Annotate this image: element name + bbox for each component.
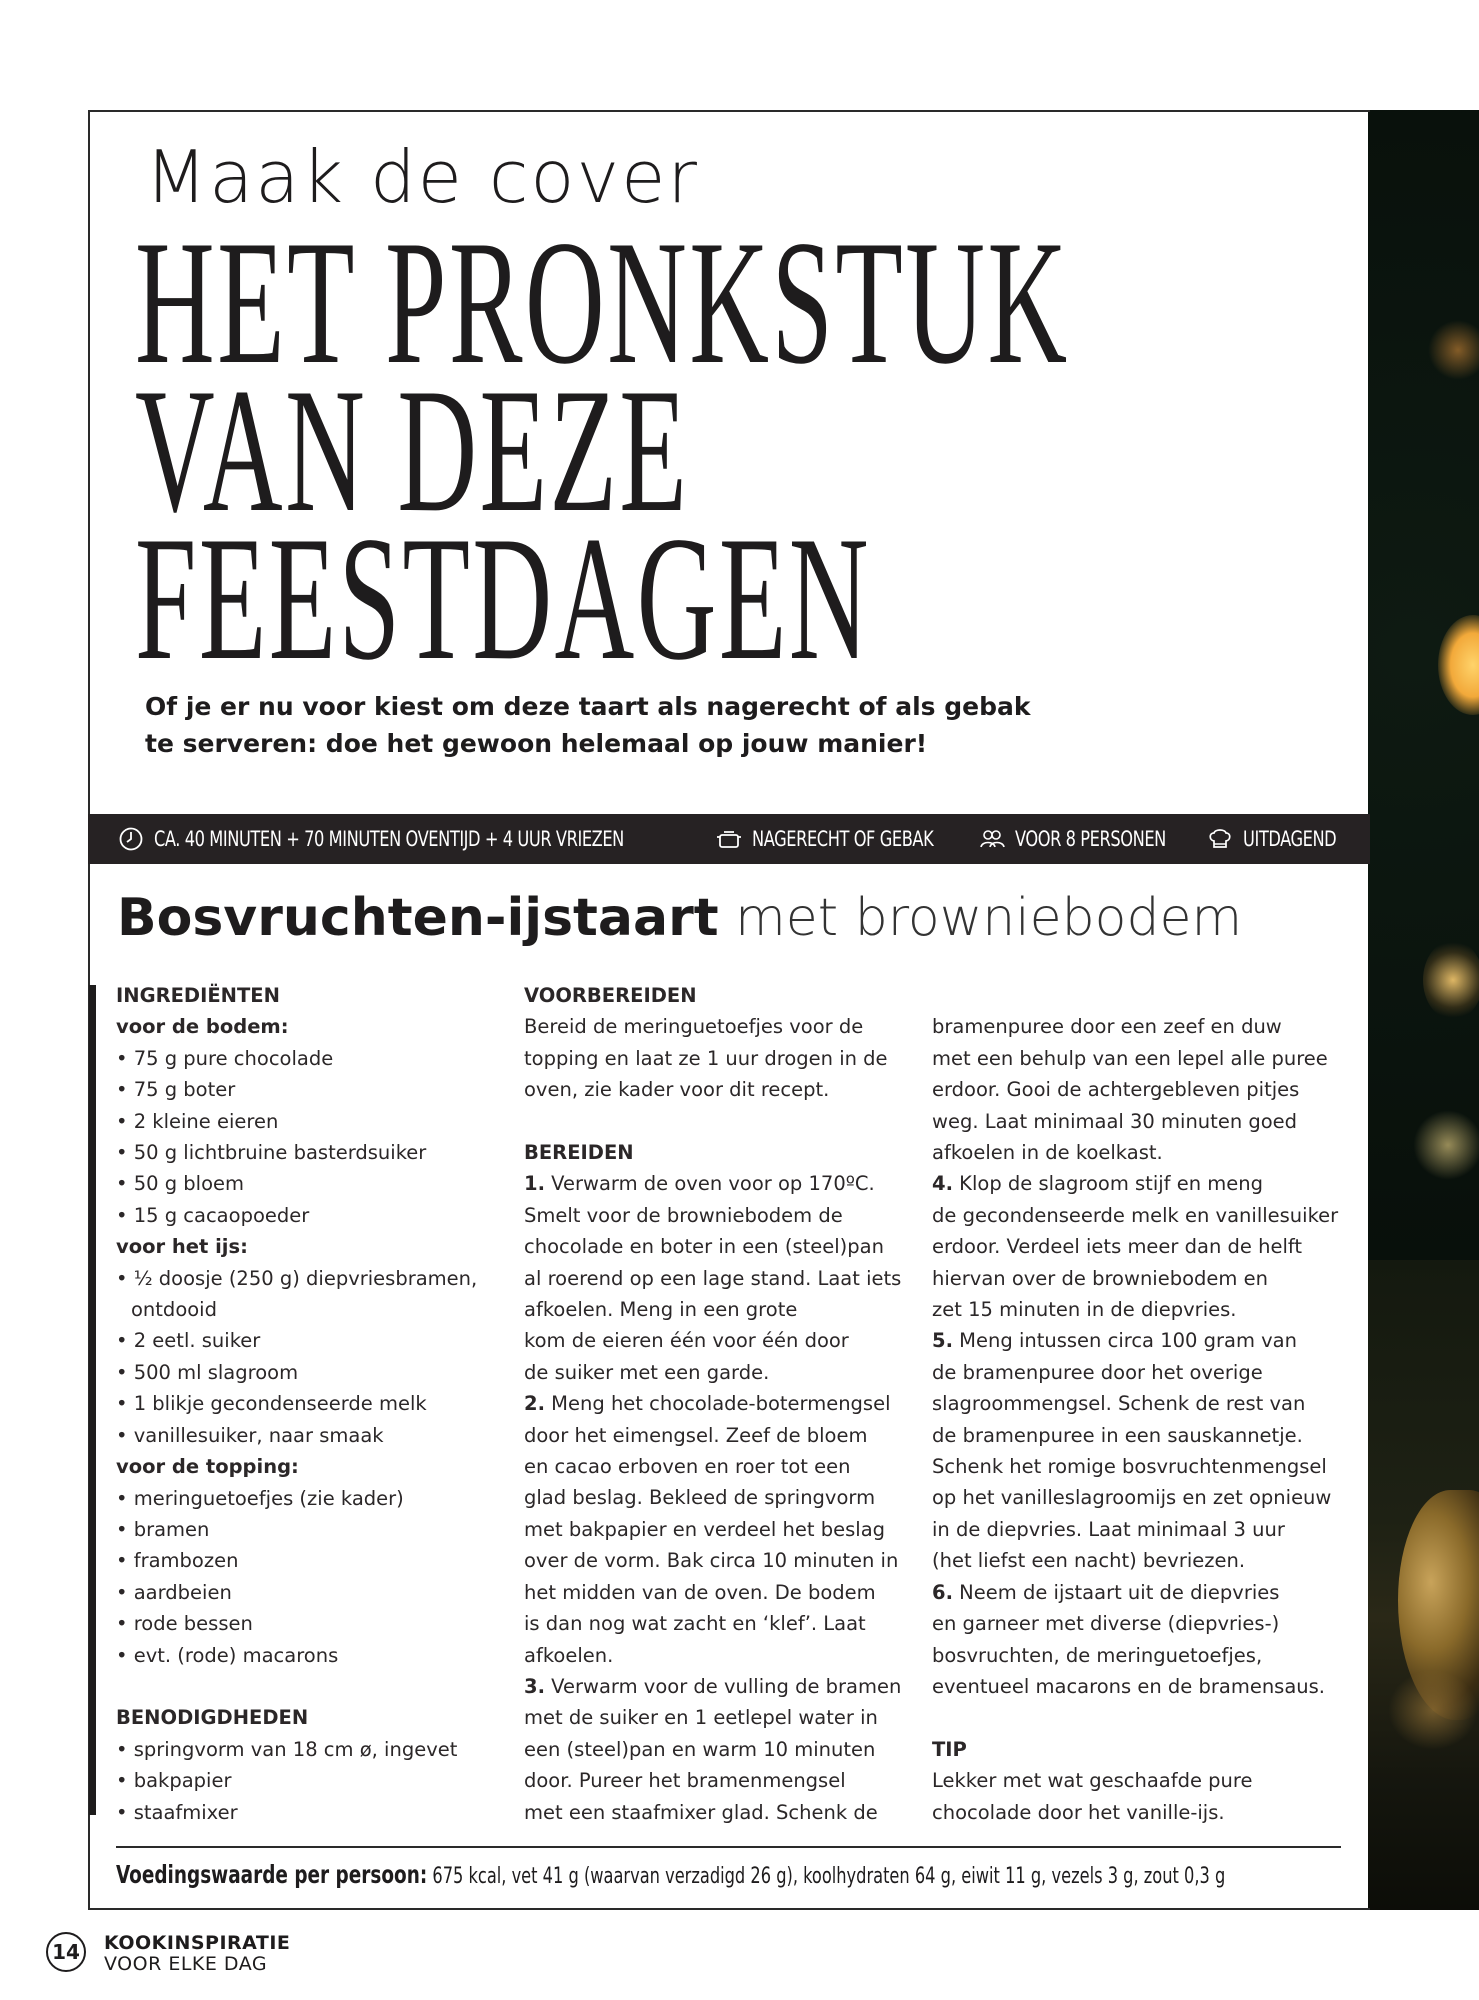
ingredient-item: • 2 eetl. suiker	[116, 1325, 506, 1356]
method-text: afkoelen in de koelkast.	[932, 1141, 1163, 1165]
step-number: 6.	[932, 1580, 953, 1604]
method-line	[932, 1106, 1352, 1137]
nutrition-label: Voedingswaarde per persoon:	[116, 1860, 428, 1889]
method-text: met een staafmixer glad. Schenk de	[524, 1800, 878, 1824]
tip-line: Lekker met wat geschaafde pure	[932, 1769, 1253, 1793]
method-text: Meng het chocolade-botermengsel	[544, 1392, 891, 1416]
method-line	[932, 1200, 1352, 1231]
equipment-heading: BENODIGDHEDEN	[116, 1706, 309, 1730]
ingredient-item: • 2 kleine eieren	[116, 1106, 506, 1137]
meta-time	[118, 826, 700, 852]
method-line	[932, 1074, 1352, 1105]
page-headline	[135, 203, 1070, 697]
method-line	[932, 1263, 1352, 1294]
method-line	[932, 1577, 1352, 1608]
method-text: eventueel macarons en de bramensaus.	[932, 1674, 1326, 1698]
method-line	[524, 1451, 924, 1482]
ingredient-item-continued: ontdooid	[131, 1298, 217, 1322]
method-text: slagroommengsel. Schenk de rest van	[932, 1392, 1306, 1416]
method-line	[932, 1011, 1352, 1042]
method-text: Klop de slagroom stijf en meng	[952, 1172, 1264, 1196]
method-line	[524, 1482, 924, 1513]
method-line	[932, 1357, 1352, 1388]
method-text: in de diepvries. Laat minimaal 3 uur	[932, 1517, 1285, 1541]
people-icon	[979, 826, 1005, 852]
method-text: afkoelen.	[524, 1643, 614, 1667]
method-text: erdoor. Verdeel iets meer dan de helft	[932, 1235, 1303, 1259]
ingredient-item: • 500 ml slagroom	[116, 1357, 506, 1388]
method-line	[524, 1357, 924, 1388]
ingredients-accent-bar	[89, 985, 96, 1815]
recipe-title-main: Bosvruchten-ijstaart	[117, 888, 719, 948]
step-number: 3.	[524, 1674, 545, 1698]
headline-line: FEESTDAGEN	[135, 499, 871, 697]
method-line	[932, 1043, 1352, 1074]
ingredients-heading: INGREDIËNTEN	[116, 984, 280, 1007]
method-text: een (steel)pan en warm 10 minuten	[524, 1737, 876, 1761]
method-text: erdoor. Gooi de achtergebleven pitjes	[932, 1078, 1300, 1102]
tip-heading: TIP	[932, 1737, 967, 1761]
method-text: door het eimengsel. Zeef de bloem	[524, 1423, 868, 1447]
method-text: de bramenpuree in een sauskannetje.	[932, 1423, 1303, 1447]
ingredient-item: • 75 g pure chocolade	[116, 1043, 506, 1074]
method-line	[524, 1640, 924, 1671]
meta-time-text: CA. 40 MINUTEN + 70 MINUTEN OVENTIJD + 4 UUR VRIEZEN	[154, 827, 624, 851]
prep-line: oven, zie kader voor dit recept.	[524, 1078, 830, 1102]
recipe-title	[117, 888, 1242, 948]
gold-ribbon	[1388, 1670, 1478, 1750]
method-text: Meng intussen circa 100 gram van	[952, 1329, 1297, 1353]
method-column-1	[524, 980, 924, 1828]
method-line	[524, 1325, 924, 1356]
method-line	[524, 1263, 924, 1294]
method-text: Verwarm de oven voor op 170ºC.	[544, 1172, 875, 1196]
bokeh-light	[1413, 1110, 1479, 1180]
brand-line-2: VOOR ELKE DAG	[104, 1953, 268, 1975]
ingredient-item: • 1 blikje gecondenseerde melk	[116, 1388, 506, 1419]
meta-servings-text: VOOR 8 PERSONEN	[1015, 827, 1167, 851]
bokeh-light	[1438, 615, 1479, 715]
method-text: en cacao erboven en roer tot een	[524, 1455, 851, 1479]
headline-line: VAN DEZE	[135, 351, 690, 549]
step-number: 1.	[524, 1172, 545, 1196]
method-text: Schenk het romige bosvruchtenmengsel	[932, 1455, 1327, 1479]
method-line	[932, 1671, 1352, 1702]
method-text: op het vanilleslagroomijs en zet opnieuw	[932, 1486, 1332, 1510]
step-number: 2.	[524, 1392, 545, 1416]
divider	[116, 1846, 1341, 1848]
method-line	[524, 1514, 924, 1545]
bokeh-light	[1428, 320, 1479, 380]
method-text: en garneer met diverse (diepvries-)	[932, 1612, 1280, 1636]
bokeh-light	[1423, 940, 1479, 1020]
kicker: Maak de cover	[145, 135, 699, 219]
method-line	[932, 1168, 1352, 1199]
method-line	[932, 1325, 1352, 1356]
method-text: door. Pureer het bramenmengsel	[524, 1769, 846, 1793]
pan-icon	[716, 826, 742, 852]
method-line	[932, 1294, 1352, 1325]
method-text: het midden van de oven. De bodem	[524, 1580, 876, 1604]
recipe-title-sub: met browniebodem	[735, 888, 1243, 948]
method-line	[524, 1671, 924, 1702]
method-text: met een behulp van een lepel alle puree	[932, 1046, 1328, 1070]
method-text: chocolade en boter in een (steel)pan	[524, 1235, 884, 1259]
method-text: afkoelen. Meng in een grote	[524, 1298, 798, 1322]
method-text: kom de eieren één voor één door	[524, 1329, 849, 1353]
method-line	[932, 1482, 1352, 1513]
method-line	[524, 1797, 924, 1828]
ingredient-item: • 15 g cacaopoeder	[116, 1200, 506, 1231]
method-text: met bakpapier en verdeel het beslag	[524, 1517, 886, 1541]
ingredient-item: • meringuetoefjes (zie kader)	[116, 1483, 506, 1514]
method-line	[524, 1545, 924, 1576]
method-text: over de vorm. Bak circa 10 minuten in	[524, 1549, 899, 1573]
headline-line: HET PRONKSTUK	[135, 203, 1070, 401]
method-text: glad beslag. Bekleed de springvorm	[524, 1486, 876, 1510]
equipment-item: • springvorm van 18 cm ø, ingevet	[116, 1734, 506, 1765]
method-line	[524, 1420, 924, 1451]
nutrition-info	[116, 1860, 1225, 1889]
meta-course-text: NAGERECHT OF GEBAK	[752, 827, 934, 851]
method-line	[932, 1137, 1352, 1168]
method-line	[524, 1388, 924, 1419]
method-column-2	[932, 980, 1352, 1828]
method-text: met de suiker en 1 eetlepel water in	[524, 1706, 878, 1730]
meta-course	[716, 826, 963, 852]
method-line	[932, 1640, 1352, 1671]
frame-line	[88, 1908, 1370, 1910]
method-text: bosvruchten, de meringuetoefjes,	[932, 1643, 1263, 1667]
ingredient-item: • rode bessen	[116, 1608, 506, 1639]
ingredient-item: • 50 g bloem	[116, 1168, 506, 1199]
method-text: bramenpuree door een zeef en duw	[932, 1015, 1282, 1039]
method-line	[524, 1734, 924, 1765]
method-text: (het liefst een nacht) bevriezen.	[932, 1549, 1246, 1573]
tip-line: chocolade door het vanille-ijs.	[932, 1800, 1225, 1824]
frame-line	[88, 110, 1370, 112]
method-text: al roerend op een lage stand. Laat iets	[524, 1266, 902, 1290]
cover-photo-strip	[1368, 110, 1479, 1910]
equipment-item: • bakpapier	[116, 1765, 506, 1796]
meta-difficulty	[1207, 826, 1351, 852]
ingredient-group-label: voor de topping:	[116, 1455, 299, 1479]
brand-line-1: KOOKINSPIRATIE	[104, 1932, 291, 1954]
ingredient-item: • evt. (rode) macarons	[116, 1640, 506, 1671]
prep-line: Bereid de meringuetoefjes voor de	[524, 1015, 864, 1039]
recipe-meta-bar	[88, 814, 1370, 864]
meta-servings	[979, 826, 1190, 852]
method-text: de gecondenseerde melk en vanillesuiker	[932, 1203, 1339, 1227]
method-line	[524, 1608, 924, 1639]
ingredient-item: • vanillesuiker, naar smaak	[116, 1420, 506, 1451]
step-number: 4.	[932, 1172, 953, 1196]
intro-text: Of je er nu voor kiest om deze taart als nagerecht of als gebak te serveren: doe het gewoon helemaal op jouw manier!	[145, 692, 1031, 758]
method-line	[932, 1388, 1352, 1419]
clock-icon	[118, 826, 144, 852]
equipment-item: • staafmixer	[116, 1797, 506, 1828]
ingredient-group-label: voor de bodem:	[116, 1015, 289, 1039]
method-line	[524, 1577, 924, 1608]
chef-hat-icon	[1207, 826, 1233, 852]
method-text: Neem de ijstaart uit de diepvries	[952, 1580, 1280, 1604]
method-text: hiervan over de browniebodem en	[932, 1266, 1268, 1290]
prep-line: topping en laat ze 1 uur drogen in de	[524, 1046, 888, 1070]
method-heading: BEREIDEN	[524, 1141, 634, 1165]
ingredient-item: • aardbeien	[116, 1577, 506, 1608]
nutrition-values: 675 kcal, vet 41 g (waarvan verzadigd 26 g), koolhydraten 64 g, eiwit 11 g, vezels 3 g, zout 0,3 g	[427, 1864, 1226, 1889]
method-text: Verwarm voor de vulling de bramen	[544, 1674, 902, 1698]
method-text: Smelt voor de browniebodem de	[524, 1203, 843, 1227]
method-line	[524, 1702, 924, 1733]
ingredient-item: • ½ doosje (250 g) diepvriesbramen,	[116, 1263, 506, 1294]
ingredient-item: • 50 g lichtbruine basterdsuiker	[116, 1137, 506, 1168]
method-line	[932, 1514, 1352, 1545]
page-number: 14	[46, 1932, 86, 1972]
method-line	[932, 1451, 1352, 1482]
prep-heading: VOORBEREIDEN	[524, 984, 697, 1007]
method-line	[524, 1231, 924, 1262]
step-number: 5.	[932, 1329, 953, 1353]
ingredient-item: • 75 g boter	[116, 1074, 506, 1105]
method-line	[932, 1420, 1352, 1451]
method-text: weg. Laat minimaal 30 minuten goed	[932, 1109, 1298, 1133]
method-text: de bramenpuree door het overige	[932, 1360, 1263, 1384]
method-text: zet 15 minuten in de diepvries.	[932, 1298, 1237, 1322]
ingredient-item: • bramen	[116, 1514, 506, 1545]
ingredients-column	[116, 980, 506, 1828]
ingredient-item: • frambozen	[116, 1545, 506, 1576]
method-line	[524, 1168, 924, 1199]
method-text: is dan nog wat zacht en ‘klef’. Laat	[524, 1612, 866, 1636]
method-line	[932, 1608, 1352, 1639]
method-line	[932, 1545, 1352, 1576]
method-text: de suiker met een garde.	[524, 1360, 770, 1384]
method-line	[524, 1200, 924, 1231]
method-line	[524, 1765, 924, 1796]
ingredient-group-label: voor het ijs:	[116, 1235, 248, 1259]
meta-difficulty-text: UITDAGEND	[1242, 827, 1336, 851]
method-line	[932, 1231, 1352, 1262]
method-line	[524, 1294, 924, 1325]
